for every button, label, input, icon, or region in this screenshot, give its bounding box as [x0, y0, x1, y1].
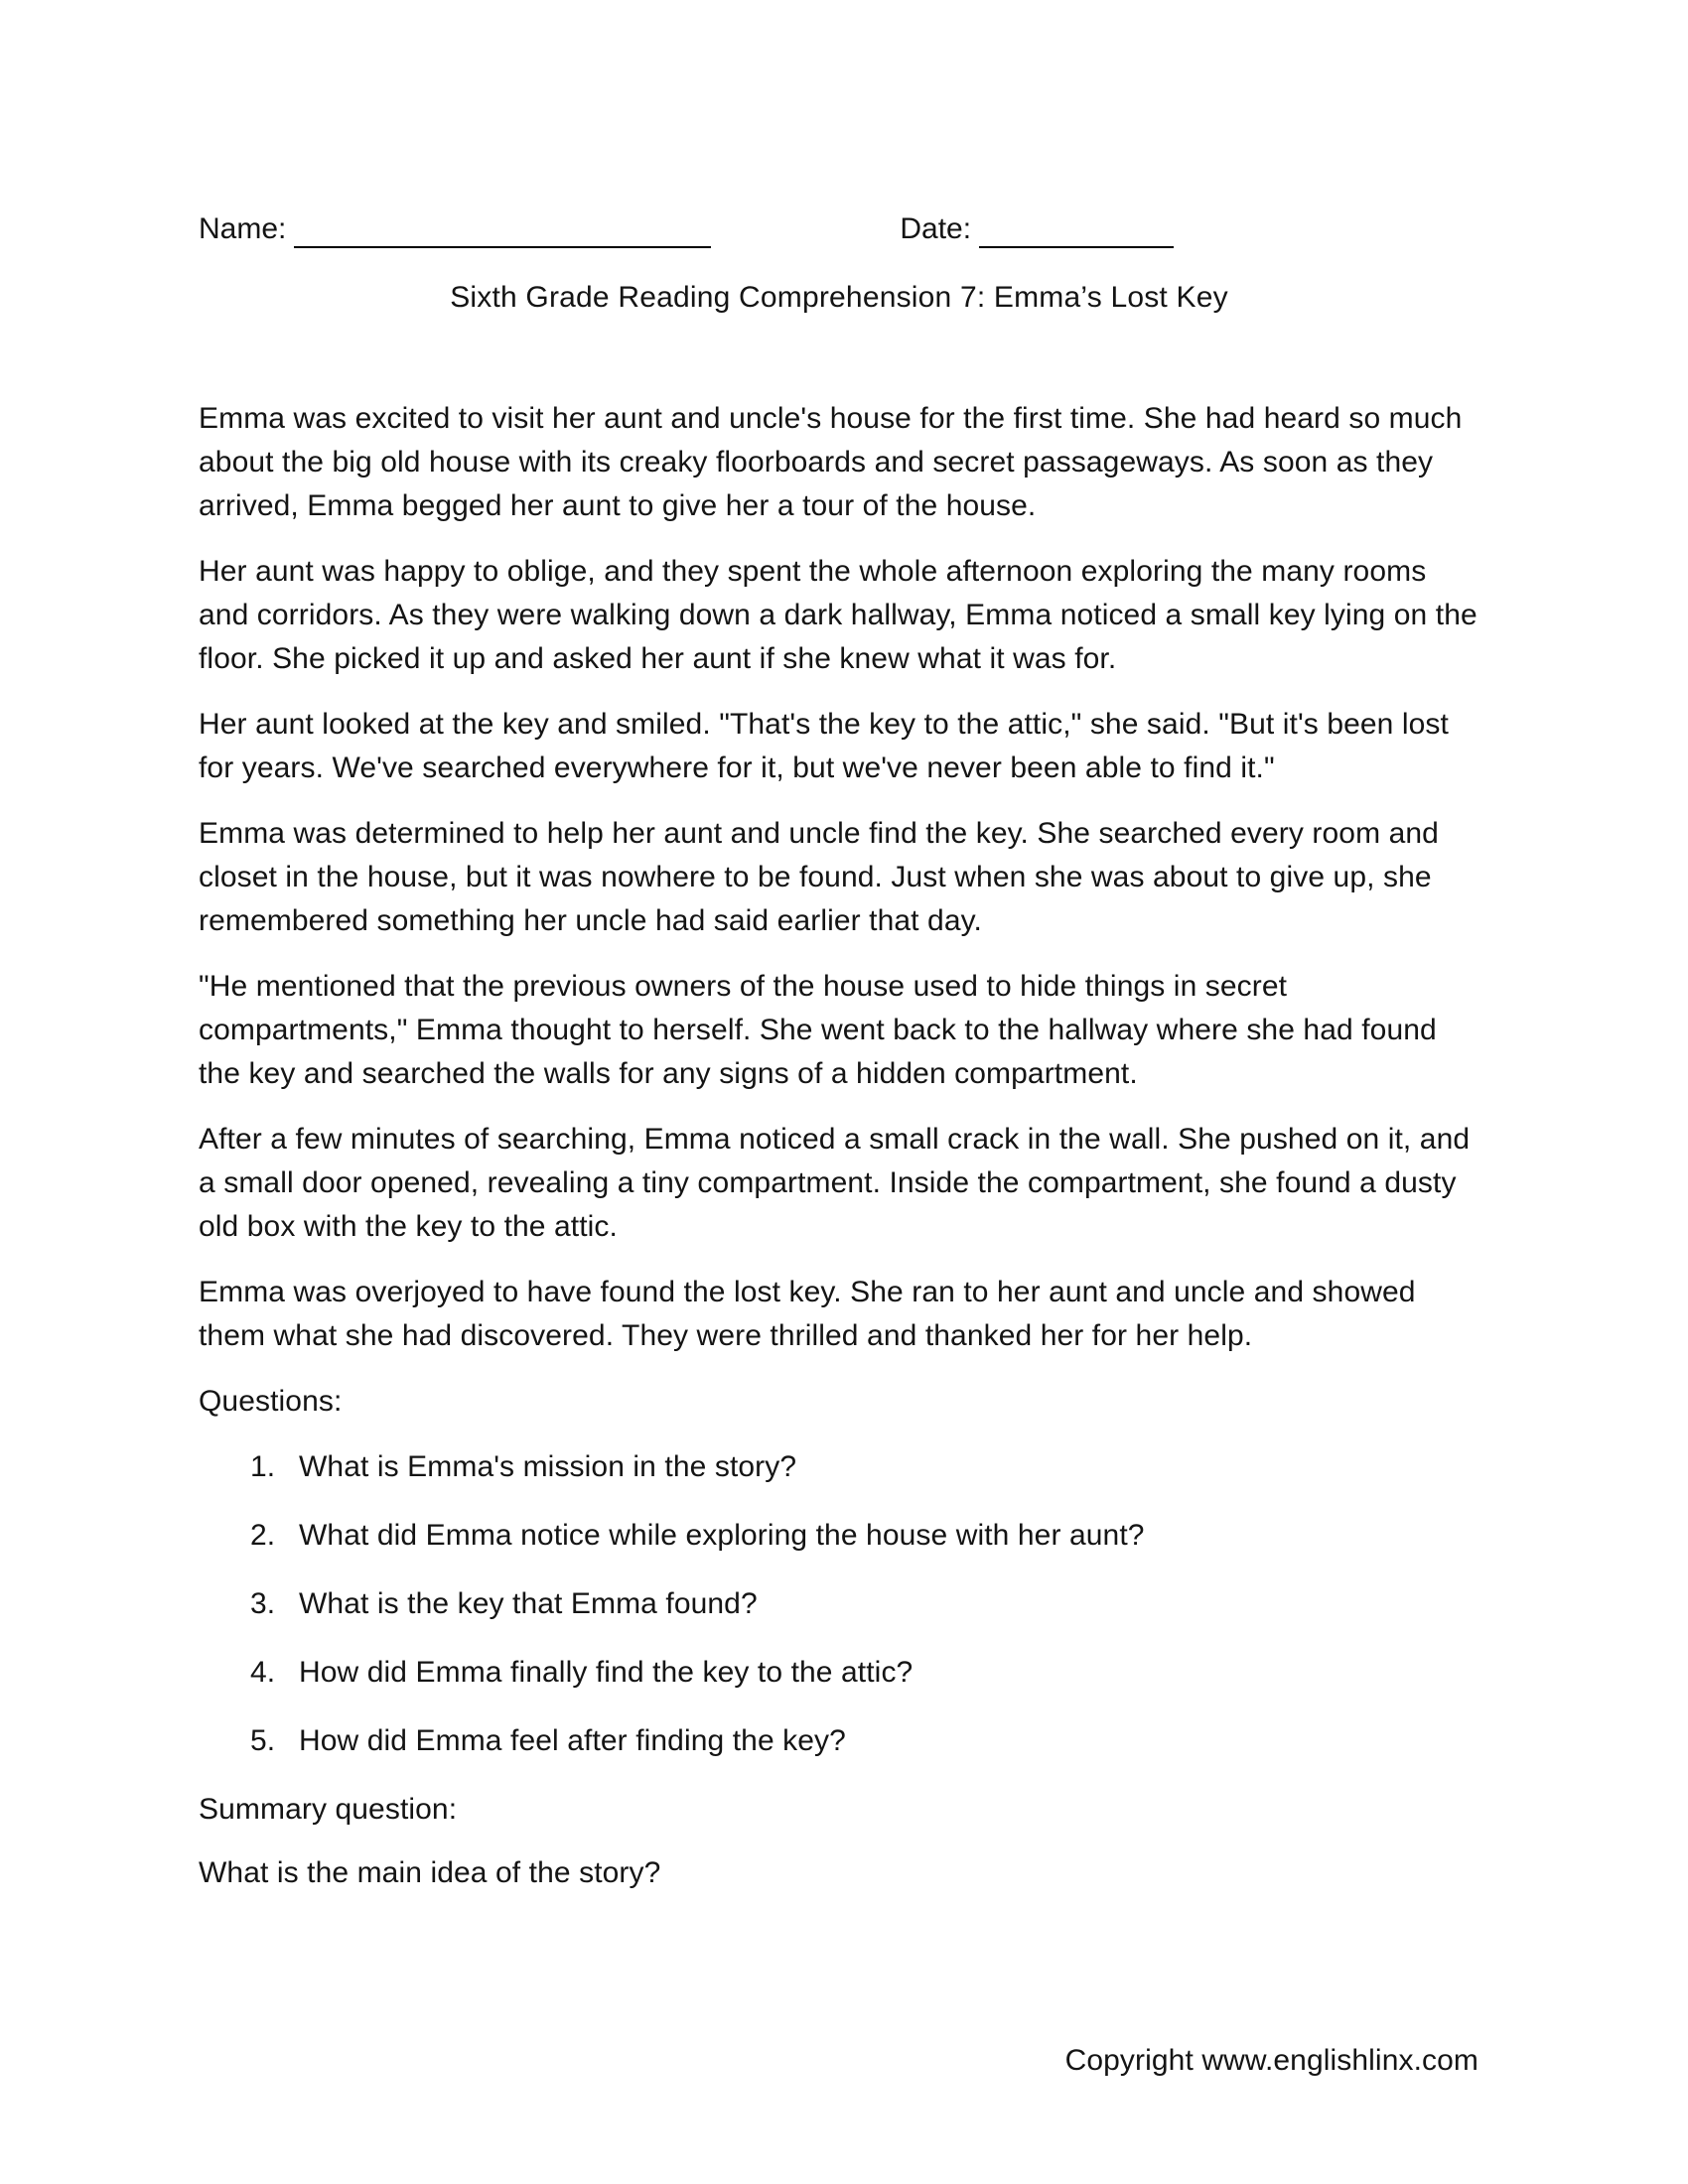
story-paragraph-7: Emma was overjoyed to have found the lost key. She ran to her aunt and uncle and showed them what she had discovered. They were thrilled and thanked her for her help.: [199, 1276, 1416, 1352]
question-item-2: [250, 1514, 1479, 1558]
question-number: 5.: [250, 1724, 276, 1757]
name-field: [199, 210, 711, 248]
date-label: Date:: [900, 212, 972, 245]
story-paragraph-5: "He mentioned that the previous owners of the house used to hide things in secret compartments," Emma thought to herself. She went back to the hallway where she had found the key and searched the walls for any signs of a hidden compartment.: [199, 970, 1437, 1090]
question-text: How did Emma finally find the key to the attic?: [299, 1656, 914, 1689]
question-number: 3.: [250, 1587, 276, 1620]
question-item-5: [250, 1719, 1479, 1763]
question-text: What is Emma's mission in the story?: [299, 1450, 797, 1483]
story-paragraph-2: Her aunt was happy to oblige, and they spent the whole afternoon exploring the many rooms and corridors. As they were walking down a dark hallway, Emma noticed a small key lying on the floor. She picked it up and asked her aunt if she knew what it was for.: [199, 555, 1477, 675]
story-paragraph-4: Emma was determined to help her aunt and uncle find the key. She searched every room and closet in the house, but it was nowhere to be found. Just when she was about to give up, she remembered something her uncle had said earlier that day.: [199, 817, 1439, 937]
date-blank-line: [979, 214, 1174, 248]
story-paragraph-3: Her aunt looked at the key and smiled. "That's the key to the attic," she said. "But it's been lost for years. We've searched everywhere for it, but we've never been able to find it.": [199, 708, 1449, 784]
summary-question-label: Summary question:: [199, 1793, 458, 1826]
copyright-notice: Copyright www.englishlinx.com: [1064, 2044, 1478, 2077]
name-blank-line: [294, 214, 711, 248]
questions-list: [250, 1445, 1479, 1763]
date-field: [900, 210, 1174, 248]
name-label: Name:: [199, 212, 287, 245]
question-number: 2.: [250, 1519, 276, 1552]
question-item-4: [250, 1651, 1479, 1695]
worksheet-title: Sixth Grade Reading Comprehension 7: Emma’s Lost Key: [450, 281, 1228, 314]
story-body: [199, 397, 1479, 1358]
question-number: 4.: [250, 1656, 276, 1689]
questions-label: Questions:: [199, 1385, 343, 1418]
question-text: How did Emma feel after finding the key?: [299, 1724, 846, 1757]
question-text: What is the key that Emma found?: [299, 1587, 758, 1620]
question-text: What did Emma notice while exploring the house with her aunt?: [299, 1519, 1145, 1552]
question-number: 1.: [250, 1450, 276, 1483]
question-item-1: [250, 1445, 1479, 1489]
story-paragraph-6: After a few minutes of searching, Emma noticed a small crack in the wall. She pushed on it, and a small door opened, revealing a tiny compartment. Inside the compartment, she found a dusty old box with the key to the attic.: [199, 1123, 1471, 1243]
question-item-3: [250, 1582, 1479, 1626]
summary-question-text: What is the main idea of the story?: [199, 1856, 661, 1889]
story-paragraph-1: Emma was excited to visit her aunt and uncle's house for the first time. She had heard so much about the big old house with its creaky floorboards and secret passageways. As soon as they arrived, Emma begged her aunt to give her a tour of the house.: [199, 402, 1463, 522]
header: [199, 210, 1479, 248]
